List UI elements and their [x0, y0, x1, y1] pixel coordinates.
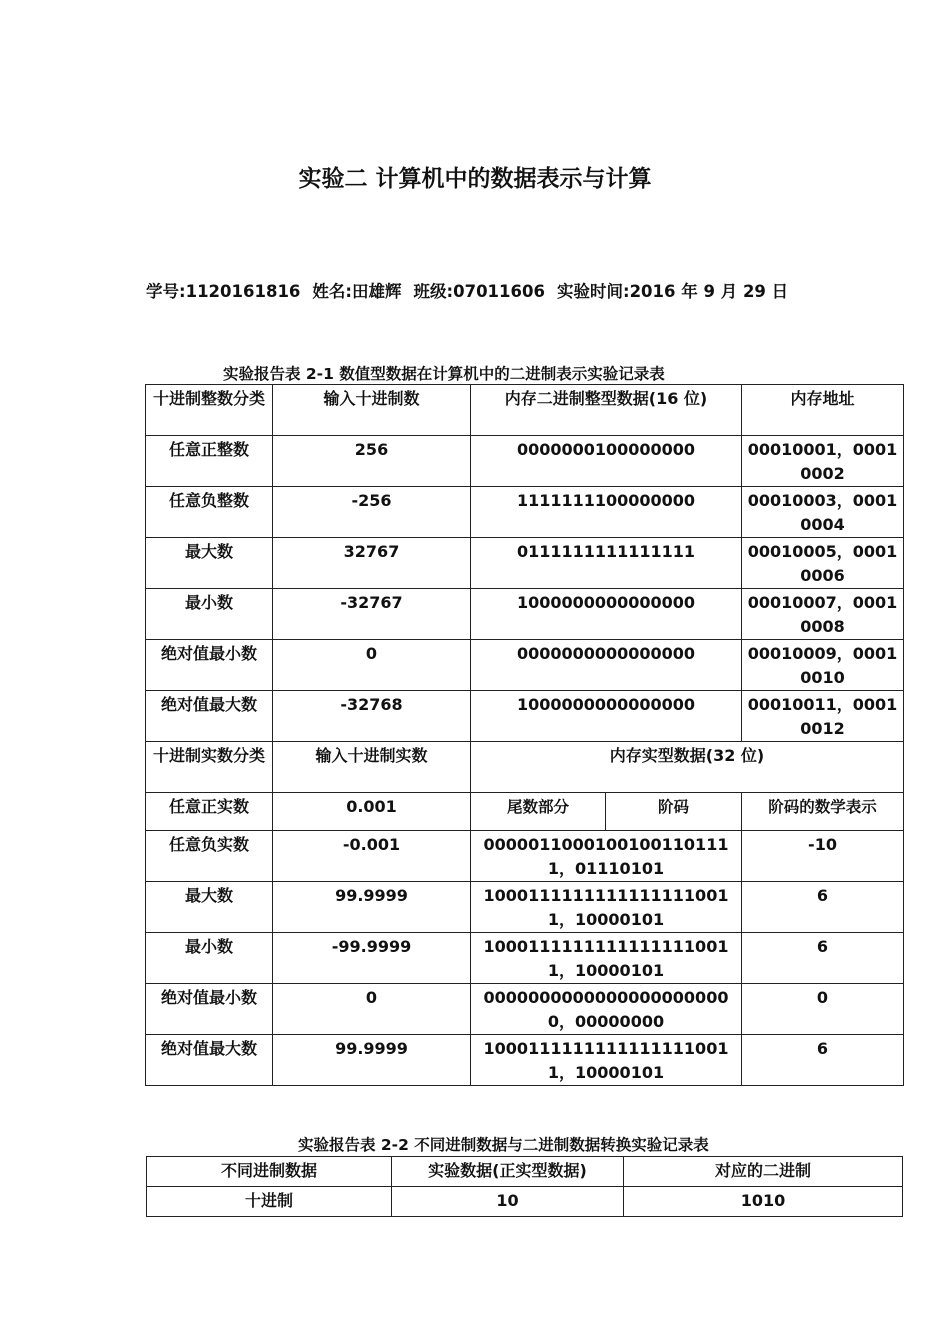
int-header-row [146, 385, 904, 436]
table-cell: 6 [742, 1035, 904, 1086]
header-cell: 对应的二进制 [624, 1157, 903, 1187]
table-cell: 6 [742, 933, 904, 984]
binary-representation-table [145, 384, 904, 1086]
table-cell: 绝对值最小数 [146, 640, 273, 691]
header-cell: 内存二进制整型数据(16 位) [471, 385, 742, 436]
table-cell: 最小数 [146, 589, 273, 640]
table-cell: 0000000100000000 [471, 436, 742, 487]
table-cell: 0.001 [273, 793, 471, 831]
table-cell: 00010005，00010006 [742, 538, 904, 589]
subheader-cell: 阶码 [606, 793, 742, 831]
table-cell: 6 [742, 882, 904, 933]
table-cell: 1111111100000000 [471, 487, 742, 538]
table-cell: 00000000000000000000000，00000000 [471, 984, 742, 1035]
table-cell: -256 [273, 487, 471, 538]
header-cell: 内存实型数据(32 位) [471, 742, 904, 793]
table-cell: 0 [273, 640, 471, 691]
subheader-cell: 尾数部分 [471, 793, 606, 831]
table-cell: 绝对值最大数 [146, 1035, 273, 1086]
table-cell: 十进制 [147, 1187, 392, 1217]
table-cell: 最小数 [146, 933, 273, 984]
experiment-time: 实验时间:2016 年 9 月 29 日 [556, 282, 789, 301]
table-cell: -10 [742, 831, 904, 882]
table-cell: 绝对值最大数 [146, 691, 273, 742]
table-cell: 0 [742, 984, 904, 1035]
header-cell: 实验数据(正实型数据) [392, 1157, 624, 1187]
table-cell: 32767 [273, 538, 471, 589]
table-cell: 10001111111111111110011，10000101 [471, 882, 742, 933]
table-cell: 00010011，00010012 [742, 691, 904, 742]
table-cell: 10001111111111111110011，10000101 [471, 933, 742, 984]
table-cell: -99.9999 [273, 933, 471, 984]
table-row [146, 589, 904, 640]
header-cell: 十进制实数分类 [146, 742, 273, 793]
table-cell: 1000000000000000 [471, 589, 742, 640]
table-cell: 99.9999 [273, 1035, 471, 1086]
table-cell: 00010009，00010010 [742, 640, 904, 691]
real-header-row [146, 742, 904, 793]
table-cell: 任意正实数 [146, 793, 273, 831]
header-cell: 不同进制数据 [147, 1157, 392, 1187]
student-id: 学号:1120161816 [146, 282, 301, 301]
table-row [146, 640, 904, 691]
table-cell: 任意正整数 [146, 436, 273, 487]
table-cell: 00000110001001001101111，01110101 [471, 831, 742, 882]
student-name: 姓名:田雄辉 [312, 282, 402, 301]
table-cell: -0.001 [273, 831, 471, 882]
table-cell: 10001111111111111110011，10000101 [471, 1035, 742, 1086]
table-cell: 256 [273, 436, 471, 487]
table-cell: 0 [273, 984, 471, 1035]
student-class: 班级:07011606 [413, 282, 545, 301]
table1-caption: 实验报告表 2-1 数值型数据在计算机中的二进制表示实验记录表 [223, 365, 665, 383]
table-cell: 0000000000000000 [471, 640, 742, 691]
page-title: 实验二 计算机中的数据表示与计算 [298, 166, 652, 192]
table-cell: 00010007，00010008 [742, 589, 904, 640]
table-row [146, 984, 904, 1035]
student-info-line [146, 278, 788, 302]
table-row [147, 1187, 903, 1217]
header-cell: 十进制整数分类 [146, 385, 273, 436]
table-cell: 最大数 [146, 538, 273, 589]
table-row [146, 436, 904, 487]
table-row [146, 691, 904, 742]
header-cell: 输入十进制实数 [273, 742, 471, 793]
base-conversion-table [146, 1156, 903, 1217]
table2-header-row [147, 1157, 903, 1187]
table-row [146, 538, 904, 589]
table-row [146, 933, 904, 984]
table-cell: 00010003，00010004 [742, 487, 904, 538]
table-cell: -32767 [273, 589, 471, 640]
header-cell: 输入十进制数 [273, 385, 471, 436]
real-subheader-row [146, 793, 904, 831]
table-row [146, 487, 904, 538]
table-cell: 任意负整数 [146, 487, 273, 538]
table-cell: 99.9999 [273, 882, 471, 933]
header-cell: 内存地址 [742, 385, 904, 436]
table-cell: 1010 [624, 1187, 903, 1217]
table-row [146, 1035, 904, 1086]
table-cell: -32768 [273, 691, 471, 742]
table-cell: 0111111111111111 [471, 538, 742, 589]
table-cell: 绝对值最小数 [146, 984, 273, 1035]
table-cell: 00010001，00010002 [742, 436, 904, 487]
table-row [146, 831, 904, 882]
table-row [146, 882, 904, 933]
subheader-cell: 阶码的数学表示 [742, 793, 904, 831]
table2-caption: 实验报告表 2-2 不同进制数据与二进制数据转换实验记录表 [298, 1136, 709, 1154]
table-cell: 10 [392, 1187, 624, 1217]
table-cell: 1000000000000000 [471, 691, 742, 742]
table-cell: 最大数 [146, 882, 273, 933]
table-cell: 任意负实数 [146, 831, 273, 882]
